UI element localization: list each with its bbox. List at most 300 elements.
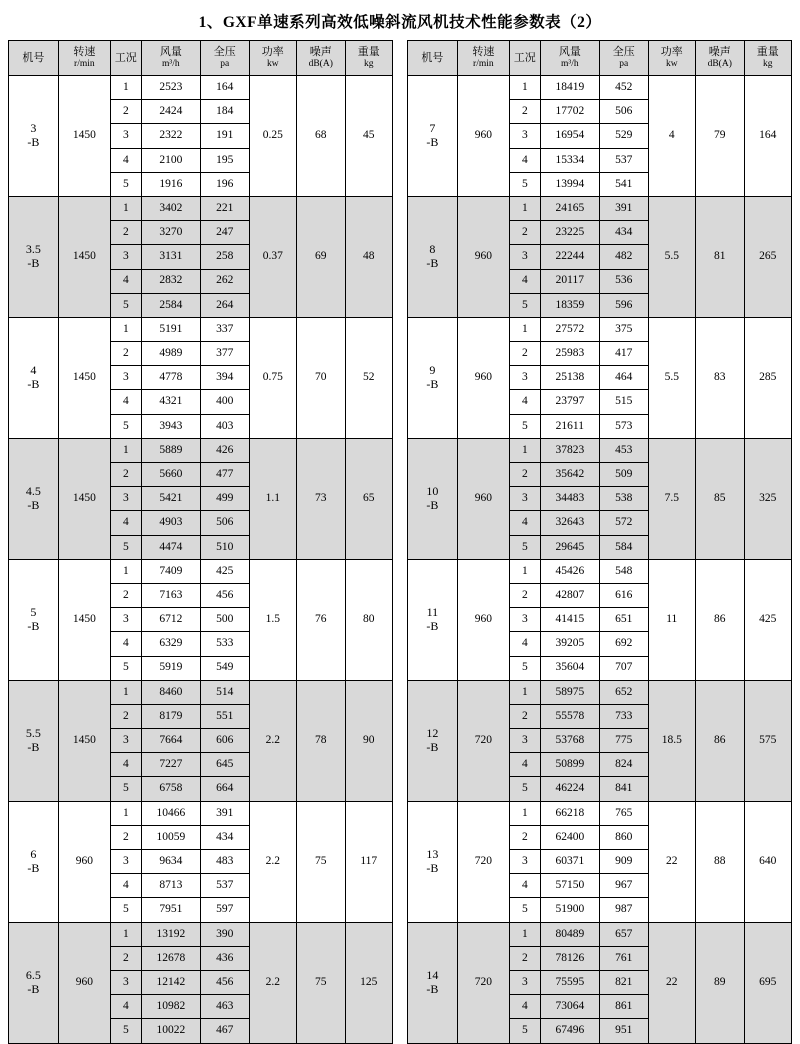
column-header-6 — [296, 41, 345, 76]
cell-condition: 2 — [509, 100, 540, 124]
column-header-title: 工况 — [114, 51, 137, 64]
cell-pressure: 584 — [599, 535, 648, 559]
column-header-unit: dB(A) — [707, 58, 732, 69]
cell-weight: 325 — [744, 438, 791, 559]
cell-condition: 3 — [509, 487, 540, 511]
column-header-title: 转速 — [73, 46, 96, 59]
cell-pressure: 467 — [200, 1019, 249, 1043]
model-number: 13 — [426, 846, 439, 861]
model-suffix: -B — [426, 134, 439, 149]
cell-flow: 23797 — [540, 390, 599, 414]
cell-rpm: 720 — [457, 801, 509, 922]
cell-flow: 25983 — [540, 342, 599, 366]
cell-flow: 53768 — [540, 729, 599, 753]
cell-condition: 3 — [110, 729, 141, 753]
cell-power: 1.1 — [249, 438, 296, 559]
cell-pressure: 463 — [200, 995, 249, 1019]
cell-weight: 285 — [744, 317, 791, 438]
cell-flow: 3402 — [141, 196, 200, 220]
table-header-left — [9, 41, 393, 76]
column-header-1 — [457, 41, 509, 76]
cell-rpm: 960 — [457, 76, 509, 197]
cell-flow: 62400 — [540, 825, 599, 849]
cell-condition: 2 — [110, 342, 141, 366]
cell-rpm: 1450 — [58, 559, 110, 680]
column-header-2 — [110, 41, 141, 76]
cell-condition: 2 — [110, 100, 141, 124]
cell-condition: 5 — [509, 535, 540, 559]
cell-pressure: 506 — [200, 511, 249, 535]
cell-noise: 69 — [296, 196, 345, 317]
cell-weight: 425 — [744, 559, 791, 680]
cell-condition: 2 — [110, 704, 141, 728]
cell-model — [408, 317, 458, 438]
cell-pressure: 657 — [599, 922, 648, 946]
cell-condition: 3 — [509, 366, 540, 390]
cell-pressure: 824 — [599, 753, 648, 777]
cell-condition: 1 — [509, 559, 540, 583]
cell-flow: 3131 — [141, 245, 200, 269]
cell-pressure: 821 — [599, 970, 648, 994]
cell-pressure: 551 — [200, 704, 249, 728]
model-suffix: -B — [27, 376, 40, 391]
cell-pressure: 664 — [200, 777, 249, 801]
cell-condition: 4 — [110, 390, 141, 414]
cell-pressure: 436 — [200, 946, 249, 970]
cell-condition: 3 — [110, 850, 141, 874]
cell-pressure: 453 — [599, 438, 648, 462]
cell-flow: 6329 — [141, 632, 200, 656]
cell-condition: 5 — [509, 293, 540, 317]
cell-model — [408, 680, 458, 801]
model-suffix: -B — [426, 376, 439, 391]
model-number: 12 — [426, 725, 439, 740]
cell-pressure: 533 — [200, 632, 249, 656]
cell-pressure: 529 — [599, 124, 648, 148]
cell-flow: 7409 — [141, 559, 200, 583]
cell-condition: 4 — [509, 148, 540, 172]
cell-flow: 10982 — [141, 995, 200, 1019]
cell-flow: 2424 — [141, 100, 200, 124]
cell-pressure: 861 — [599, 995, 648, 1019]
cell-flow: 4474 — [141, 535, 200, 559]
cell-flow: 4778 — [141, 366, 200, 390]
column-header-title: 噪声 — [309, 46, 332, 59]
model-suffix: -B — [27, 618, 40, 633]
cell-model — [408, 559, 458, 680]
cell-condition: 4 — [110, 148, 141, 172]
cell-pressure: 258 — [200, 245, 249, 269]
column-header-4 — [599, 41, 648, 76]
model-suffix: -B — [426, 981, 439, 996]
cell-noise: 78 — [296, 680, 345, 801]
cell-pressure: 247 — [200, 221, 249, 245]
cell-noise: 85 — [695, 438, 744, 559]
cell-power: 7.5 — [648, 438, 695, 559]
cell-flow: 45426 — [540, 559, 599, 583]
cell-condition: 3 — [110, 245, 141, 269]
column-header-title: 功率 — [660, 46, 683, 59]
cell-noise: 88 — [695, 801, 744, 922]
cell-condition: 4 — [110, 753, 141, 777]
cell-condition: 3 — [509, 729, 540, 753]
column-header-unit: kw — [266, 58, 279, 69]
cell-model — [408, 922, 458, 1043]
cell-flow: 41415 — [540, 608, 599, 632]
cell-pressure: 482 — [599, 245, 648, 269]
cell-condition: 4 — [509, 511, 540, 535]
cell-pressure: 596 — [599, 293, 648, 317]
cell-pressure: 509 — [599, 463, 648, 487]
cell-flow: 7951 — [141, 898, 200, 922]
cell-pressure: 707 — [599, 656, 648, 680]
cell-condition: 4 — [509, 390, 540, 414]
cell-rpm: 1450 — [58, 196, 110, 317]
cell-condition: 5 — [110, 172, 141, 196]
table-row — [408, 801, 792, 825]
cell-flow: 23225 — [540, 221, 599, 245]
cell-flow: 7163 — [141, 583, 200, 607]
cell-condition: 1 — [509, 680, 540, 704]
cell-condition: 2 — [110, 221, 141, 245]
cell-condition: 4 — [509, 753, 540, 777]
cell-flow: 46224 — [540, 777, 599, 801]
cell-flow: 22244 — [540, 245, 599, 269]
model-suffix: -B — [426, 255, 439, 270]
table-row — [408, 922, 792, 946]
model-number: 5.5 — [25, 725, 41, 740]
cell-condition: 5 — [110, 898, 141, 922]
column-header-0 — [9, 41, 59, 76]
model-number: 3.5 — [25, 242, 41, 257]
cell-condition: 5 — [110, 293, 141, 317]
cell-power: 18.5 — [648, 680, 695, 801]
table-row — [9, 196, 393, 220]
column-header-title: 转速 — [472, 46, 495, 59]
cell-flow: 5919 — [141, 656, 200, 680]
cell-flow: 24165 — [540, 196, 599, 220]
cell-pressure: 967 — [599, 874, 648, 898]
cell-flow: 35642 — [540, 463, 599, 487]
cell-flow: 6712 — [141, 608, 200, 632]
cell-condition: 2 — [110, 583, 141, 607]
table-row — [9, 438, 393, 462]
cell-flow: 34483 — [540, 487, 599, 511]
column-header-unit: pa — [220, 58, 230, 69]
column-header-unit: r/min — [473, 58, 494, 69]
model-number: 7 — [429, 121, 436, 136]
cell-weight: 125 — [345, 922, 392, 1043]
cell-pressure: 391 — [599, 196, 648, 220]
cell-flow: 2100 — [141, 148, 200, 172]
cell-condition: 1 — [110, 317, 141, 341]
cell-noise: 73 — [296, 438, 345, 559]
cell-power: 1.5 — [249, 559, 296, 680]
cell-flow: 5421 — [141, 487, 200, 511]
table-header-right — [408, 41, 792, 76]
cell-flow: 10466 — [141, 801, 200, 825]
cell-condition: 5 — [110, 777, 141, 801]
cell-pressure: 510 — [200, 535, 249, 559]
cell-condition: 5 — [509, 777, 540, 801]
cell-power: 0.25 — [249, 76, 296, 197]
cell-pressure: 377 — [200, 342, 249, 366]
cell-weight: 80 — [345, 559, 392, 680]
cell-flow: 67496 — [540, 1019, 599, 1043]
cell-pressure: 537 — [200, 874, 249, 898]
cell-pressure: 391 — [200, 801, 249, 825]
cell-weight: 575 — [744, 680, 791, 801]
model-suffix: -B — [426, 739, 439, 754]
cell-noise: 79 — [695, 76, 744, 197]
cell-pressure: 506 — [599, 100, 648, 124]
cell-flow: 66218 — [540, 801, 599, 825]
cell-noise: 75 — [296, 922, 345, 1043]
cell-condition: 3 — [509, 124, 540, 148]
column-header-0 — [408, 41, 458, 76]
cell-pressure: 573 — [599, 414, 648, 438]
cell-flow: 37823 — [540, 438, 599, 462]
column-header-unit: m³/h — [162, 58, 180, 69]
cell-condition: 1 — [509, 317, 540, 341]
column-header-title: 功率 — [261, 46, 284, 59]
cell-weight: 265 — [744, 196, 791, 317]
cell-power: 22 — [648, 801, 695, 922]
cell-pressure: 426 — [200, 438, 249, 462]
cell-pressure: 951 — [599, 1019, 648, 1043]
cell-condition: 5 — [509, 414, 540, 438]
cell-noise: 83 — [695, 317, 744, 438]
cell-condition: 3 — [110, 487, 141, 511]
table-body-left — [9, 76, 393, 1044]
cell-pressure: 537 — [599, 148, 648, 172]
column-header-title: 工况 — [513, 51, 536, 64]
cell-pressure: 538 — [599, 487, 648, 511]
cell-condition: 1 — [110, 196, 141, 220]
cell-condition: 5 — [110, 1019, 141, 1043]
cell-flow: 21611 — [540, 414, 599, 438]
header-row — [408, 41, 792, 76]
model-number: 4 — [30, 363, 37, 378]
cell-pressure: 390 — [200, 922, 249, 946]
cell-noise: 68 — [296, 76, 345, 197]
model-suffix: -B — [27, 739, 40, 754]
cell-pressure: 452 — [599, 76, 648, 100]
cell-condition: 1 — [509, 922, 540, 946]
cell-pressure: 184 — [200, 100, 249, 124]
table-body-right — [408, 76, 792, 1044]
table-row — [9, 922, 393, 946]
cell-rpm: 1450 — [58, 438, 110, 559]
cell-power: 22 — [648, 922, 695, 1043]
cell-flow: 12142 — [141, 970, 200, 994]
cell-pressure: 337 — [200, 317, 249, 341]
model-suffix: -B — [426, 860, 439, 875]
column-header-title: 全压 — [213, 46, 236, 59]
cell-condition: 3 — [509, 850, 540, 874]
cell-pressure: 264 — [200, 293, 249, 317]
cell-pressure: 499 — [200, 487, 249, 511]
cell-pressure: 536 — [599, 269, 648, 293]
cell-condition: 2 — [509, 946, 540, 970]
cell-flow: 80489 — [540, 922, 599, 946]
column-header-title: 重量 — [357, 46, 380, 59]
cell-flow: 2322 — [141, 124, 200, 148]
cell-condition: 3 — [110, 366, 141, 390]
cell-flow: 32643 — [540, 511, 599, 535]
model-number: 11 — [426, 604, 439, 619]
cell-pressure: 606 — [200, 729, 249, 753]
cell-flow: 75595 — [540, 970, 599, 994]
cell-condition: 2 — [509, 704, 540, 728]
column-header-title: 全压 — [612, 46, 635, 59]
cell-condition: 1 — [110, 922, 141, 946]
cell-noise: 75 — [296, 801, 345, 922]
cell-condition: 5 — [509, 898, 540, 922]
cell-condition: 3 — [110, 970, 141, 994]
column-header-7 — [345, 41, 392, 76]
cell-rpm: 1450 — [58, 317, 110, 438]
cell-flow: 2584 — [141, 293, 200, 317]
cell-flow: 17702 — [540, 100, 599, 124]
cell-flow: 3943 — [141, 414, 200, 438]
cell-noise: 86 — [695, 680, 744, 801]
model-number: 3 — [30, 121, 37, 136]
cell-condition: 5 — [509, 1019, 540, 1043]
cell-condition: 5 — [509, 656, 540, 680]
cell-pressure: 196 — [200, 172, 249, 196]
cell-condition: 1 — [509, 438, 540, 462]
cell-condition: 5 — [110, 414, 141, 438]
cell-flow: 42807 — [540, 583, 599, 607]
cell-condition: 2 — [110, 946, 141, 970]
column-header-title: 重量 — [756, 46, 779, 59]
cell-rpm: 720 — [457, 680, 509, 801]
cell-condition: 2 — [509, 342, 540, 366]
cell-flow: 10059 — [141, 825, 200, 849]
cell-rpm: 720 — [457, 922, 509, 1043]
cell-condition: 1 — [110, 801, 141, 825]
column-header-title: 机号 — [22, 51, 45, 64]
cell-condition: 2 — [110, 463, 141, 487]
cell-rpm: 960 — [457, 196, 509, 317]
cell-pressure: 645 — [200, 753, 249, 777]
cell-pressure: 775 — [599, 729, 648, 753]
cell-flow: 2832 — [141, 269, 200, 293]
cell-power: 0.37 — [249, 196, 296, 317]
cell-weight: 164 — [744, 76, 791, 197]
column-header-4 — [200, 41, 249, 76]
cell-condition: 3 — [509, 970, 540, 994]
table-row — [9, 801, 393, 825]
cell-model — [9, 922, 59, 1043]
cell-pressure: 456 — [200, 970, 249, 994]
cell-weight: 695 — [744, 922, 791, 1043]
cell-condition: 2 — [509, 583, 540, 607]
cell-flow: 10022 — [141, 1019, 200, 1043]
tables-container — [0, 40, 800, 1044]
cell-flow: 78126 — [540, 946, 599, 970]
column-header-5 — [648, 41, 695, 76]
table-row — [9, 76, 393, 100]
cell-weight: 90 — [345, 680, 392, 801]
cell-pressure: 400 — [200, 390, 249, 414]
cell-condition: 4 — [110, 995, 141, 1019]
cell-flow: 25138 — [540, 366, 599, 390]
cell-model — [408, 76, 458, 197]
cell-condition: 5 — [509, 172, 540, 196]
cell-condition: 3 — [509, 245, 540, 269]
cell-condition: 4 — [509, 269, 540, 293]
cell-flow: 58975 — [540, 680, 599, 704]
table-row — [408, 559, 792, 583]
column-header-unit: kg — [364, 58, 374, 69]
column-header-title: 风量 — [558, 46, 581, 59]
cell-pressure: 434 — [599, 221, 648, 245]
cell-flow: 12678 — [141, 946, 200, 970]
table-row — [408, 680, 792, 704]
table-row — [408, 196, 792, 220]
cell-flow: 1916 — [141, 172, 200, 196]
cell-pressure: 262 — [200, 269, 249, 293]
cell-model — [9, 196, 59, 317]
cell-condition: 4 — [110, 632, 141, 656]
cell-noise: 76 — [296, 559, 345, 680]
cell-pressure: 195 — [200, 148, 249, 172]
cell-pressure: 514 — [200, 680, 249, 704]
cell-flow: 9634 — [141, 850, 200, 874]
cell-weight: 48 — [345, 196, 392, 317]
cell-condition: 2 — [110, 825, 141, 849]
cell-rpm: 1450 — [58, 680, 110, 801]
cell-flow: 2523 — [141, 76, 200, 100]
cell-condition: 4 — [509, 632, 540, 656]
model-suffix: -B — [27, 134, 40, 149]
cell-model — [9, 680, 59, 801]
column-header-5 — [249, 41, 296, 76]
cell-flow: 8460 — [141, 680, 200, 704]
cell-pressure: 434 — [200, 825, 249, 849]
cell-rpm: 960 — [457, 559, 509, 680]
cell-flow: 7227 — [141, 753, 200, 777]
cell-model — [9, 438, 59, 559]
cell-noise: 81 — [695, 196, 744, 317]
cell-flow: 50899 — [540, 753, 599, 777]
model-number: 14 — [426, 967, 439, 982]
model-number: 6.5 — [25, 967, 41, 982]
cell-pressure: 987 — [599, 898, 648, 922]
cell-model — [9, 317, 59, 438]
column-header-unit: m³/h — [561, 58, 579, 69]
model-number: 5 — [30, 604, 37, 619]
cell-flow: 3270 — [141, 221, 200, 245]
cell-model — [9, 559, 59, 680]
cell-pressure: 549 — [200, 656, 249, 680]
cell-flow: 35604 — [540, 656, 599, 680]
cell-condition: 5 — [110, 656, 141, 680]
cell-condition: 1 — [110, 76, 141, 100]
cell-flow: 4903 — [141, 511, 200, 535]
table-row — [408, 317, 792, 341]
table-row — [408, 76, 792, 100]
model-number: 8 — [429, 242, 436, 257]
cell-weight: 52 — [345, 317, 392, 438]
cell-condition: 1 — [509, 76, 540, 100]
cell-flow: 5660 — [141, 463, 200, 487]
cell-pressure: 692 — [599, 632, 648, 656]
column-header-6 — [695, 41, 744, 76]
cell-model — [408, 196, 458, 317]
